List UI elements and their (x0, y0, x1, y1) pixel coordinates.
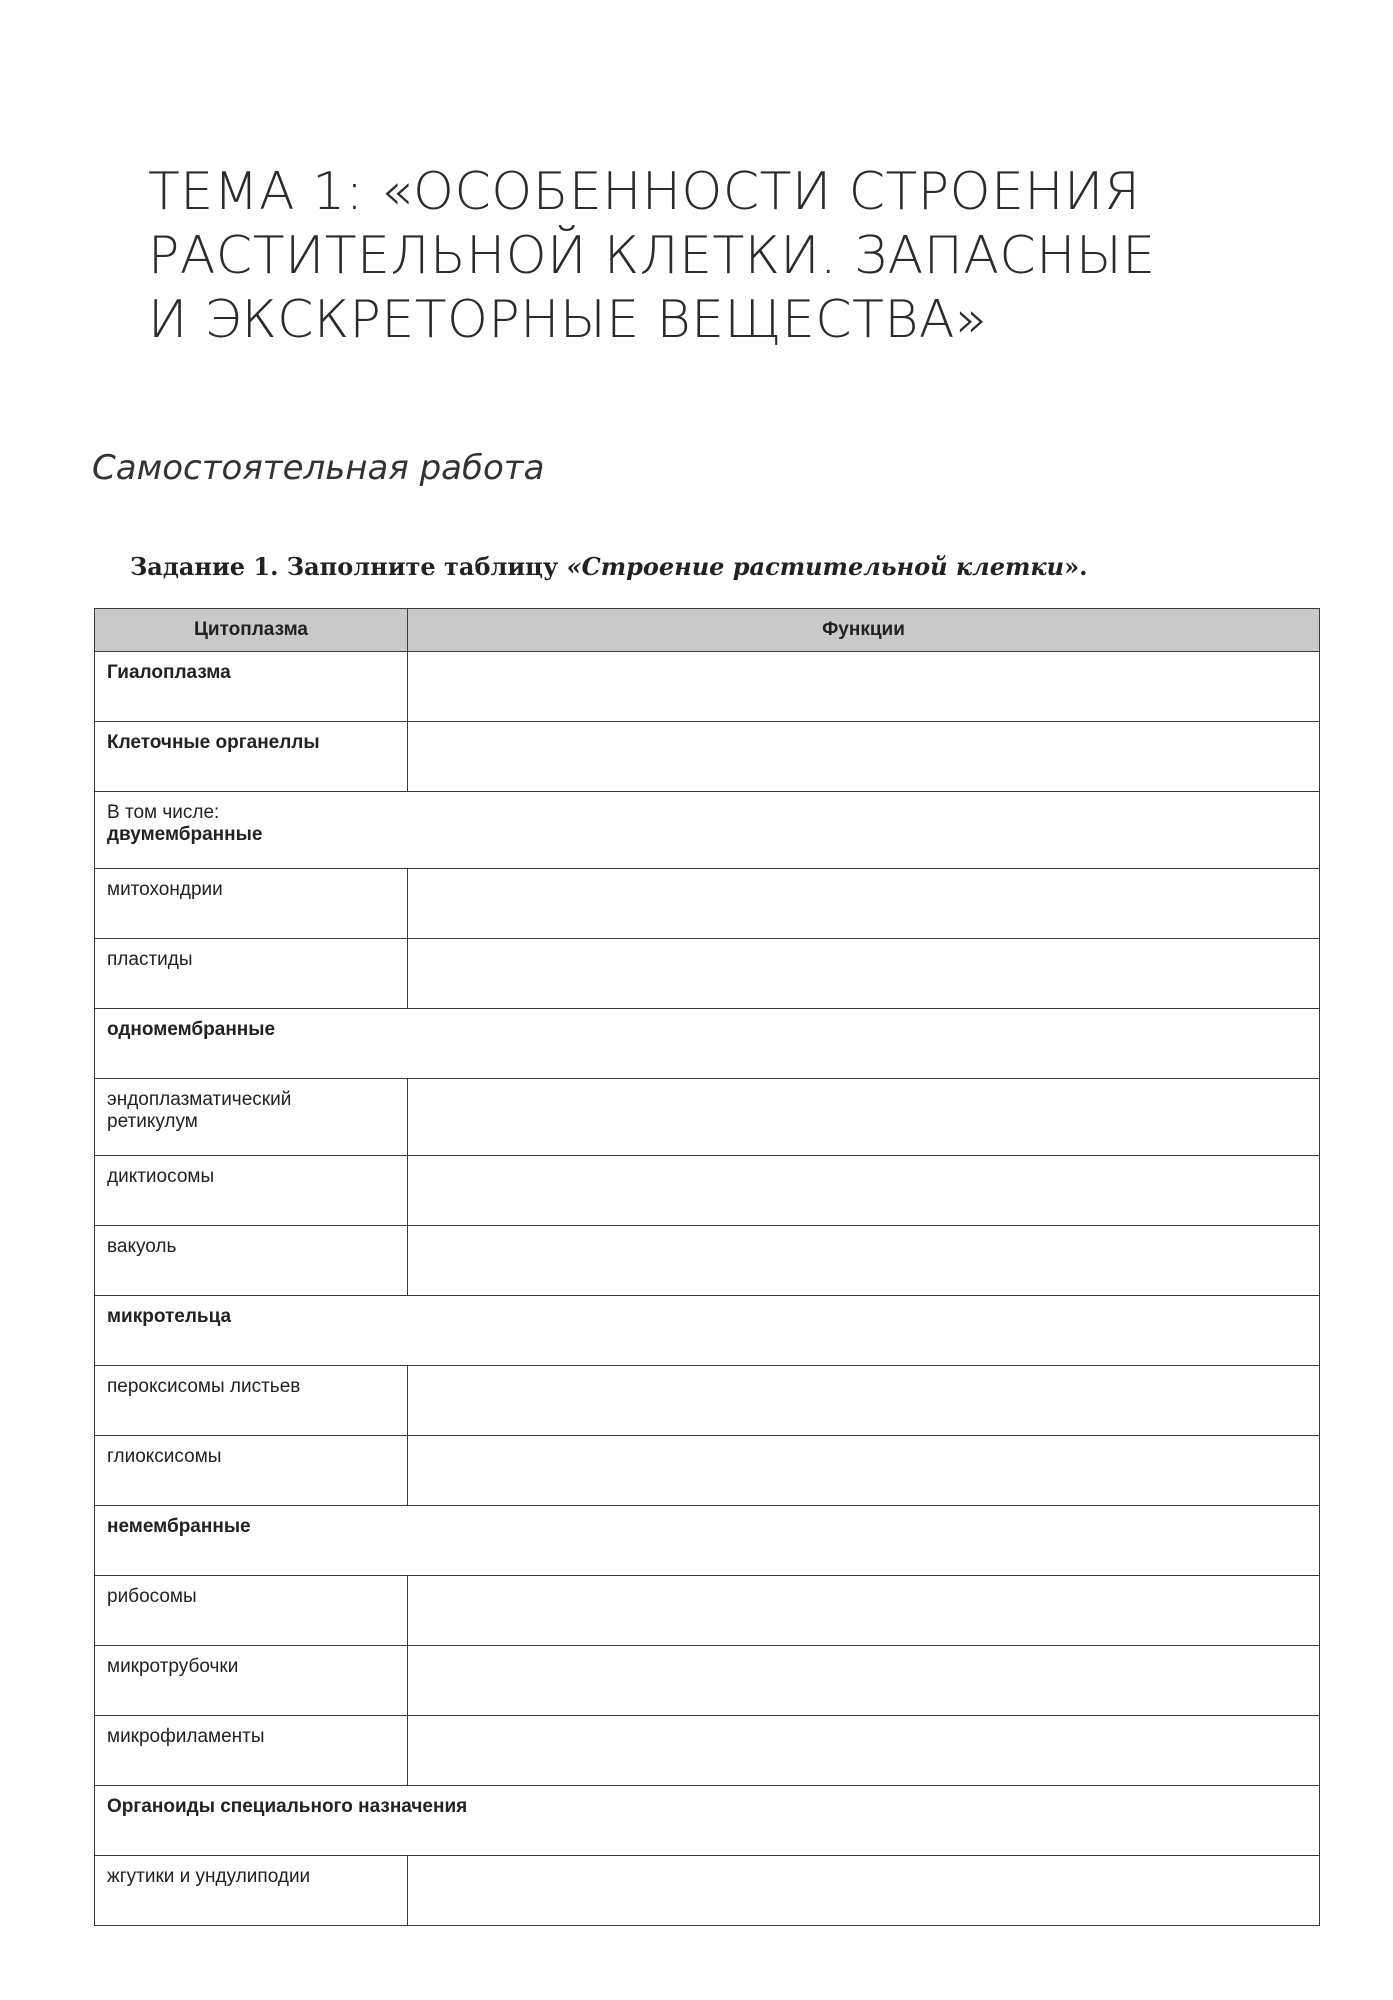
topic-title (148, 160, 1268, 352)
row-label: Гиалоплазма (95, 652, 408, 722)
row-label-line: ретикулум (107, 1111, 198, 1132)
function-answer-cell[interactable] (408, 722, 1320, 792)
table-row (95, 1366, 1320, 1436)
function-answer-cell[interactable] (408, 1646, 1320, 1716)
row-label: микротрубочки (95, 1646, 408, 1716)
function-answer-cell[interactable] (408, 1436, 1320, 1506)
function-answer-cell[interactable] (408, 1156, 1320, 1226)
row-label-line: эндоплазматический (107, 1089, 292, 1110)
task-instruction (130, 552, 1087, 581)
table-row (95, 869, 1320, 939)
header-cytoplasm: Цитоплазма (95, 609, 408, 652)
row-label: митохондрии (95, 869, 408, 939)
topic-title-line: РАСТИТЕЛЬНОЙ КЛЕТКИ. ЗАПАСНЫЕ (148, 226, 1156, 286)
function-answer-cell[interactable] (408, 1576, 1320, 1646)
row-label-bold: двумембранные (107, 824, 263, 845)
function-answer-cell[interactable] (408, 1366, 1320, 1436)
row-label: диктиосомы (95, 1156, 408, 1226)
row-label-normal: В том числе: (107, 802, 220, 823)
task-table-name: Строение растительной клетки (581, 552, 1065, 581)
table-row (95, 722, 1320, 792)
topic-title-line: И ЭКСКРЕТОРНЫЕ ВЕЩЕСТВА» (148, 290, 988, 350)
task-quote-open: « (566, 552, 582, 581)
task-prefix: Задание 1. Заполните таблицу (130, 552, 567, 581)
table-row (95, 652, 1320, 722)
table-row (95, 1079, 1320, 1156)
row-group-label: одномембранные (95, 1009, 1320, 1079)
row-label: пластиды (95, 939, 408, 1009)
function-answer-cell[interactable] (408, 652, 1320, 722)
row-label (95, 1079, 408, 1156)
cell-structure-table (94, 608, 1320, 1926)
row-group-label: микротельца (95, 1296, 1320, 1366)
function-answer-cell[interactable] (408, 1716, 1320, 1786)
row-label: микрофиламенты (95, 1716, 408, 1786)
row-label: рибосомы (95, 1576, 408, 1646)
table-row (95, 1506, 1320, 1576)
row-group-label: немембранные (95, 1506, 1320, 1576)
table-row (95, 1856, 1320, 1926)
table-row (95, 939, 1320, 1009)
row-label: вакуоль (95, 1226, 408, 1296)
table-row (95, 1226, 1320, 1296)
function-answer-cell[interactable] (408, 869, 1320, 939)
row-group-label: Органоиды специального назначения (95, 1786, 1320, 1856)
function-answer-cell[interactable] (408, 1079, 1320, 1156)
table-row (95, 1156, 1320, 1226)
table-row (95, 1716, 1320, 1786)
table-row (95, 1009, 1320, 1079)
table-row (95, 1296, 1320, 1366)
table-row (95, 792, 1320, 869)
row-label: пероксисомы листьев (95, 1366, 408, 1436)
row-label: Клеточные органеллы (95, 722, 408, 792)
row-label: жгутики и ундулиподии (95, 1856, 408, 1926)
task-quote-close: ». (1064, 552, 1088, 581)
table-row (95, 1786, 1320, 1856)
function-answer-cell[interactable] (408, 1856, 1320, 1926)
table-row (95, 1436, 1320, 1506)
table-row (95, 1576, 1320, 1646)
table-header-row (95, 609, 1320, 652)
function-answer-cell[interactable] (408, 1226, 1320, 1296)
header-functions: Функции (408, 609, 1320, 652)
function-answer-cell[interactable] (408, 939, 1320, 1009)
row-label: глиоксисомы (95, 1436, 408, 1506)
topic-title-line: ТЕМА 1: «ОСОБЕННОСТИ СТРОЕНИЯ (148, 162, 1141, 222)
table-row (95, 1646, 1320, 1716)
section-subtitle: Самостоятельная работа (92, 448, 545, 488)
row-group-label (95, 792, 1320, 869)
